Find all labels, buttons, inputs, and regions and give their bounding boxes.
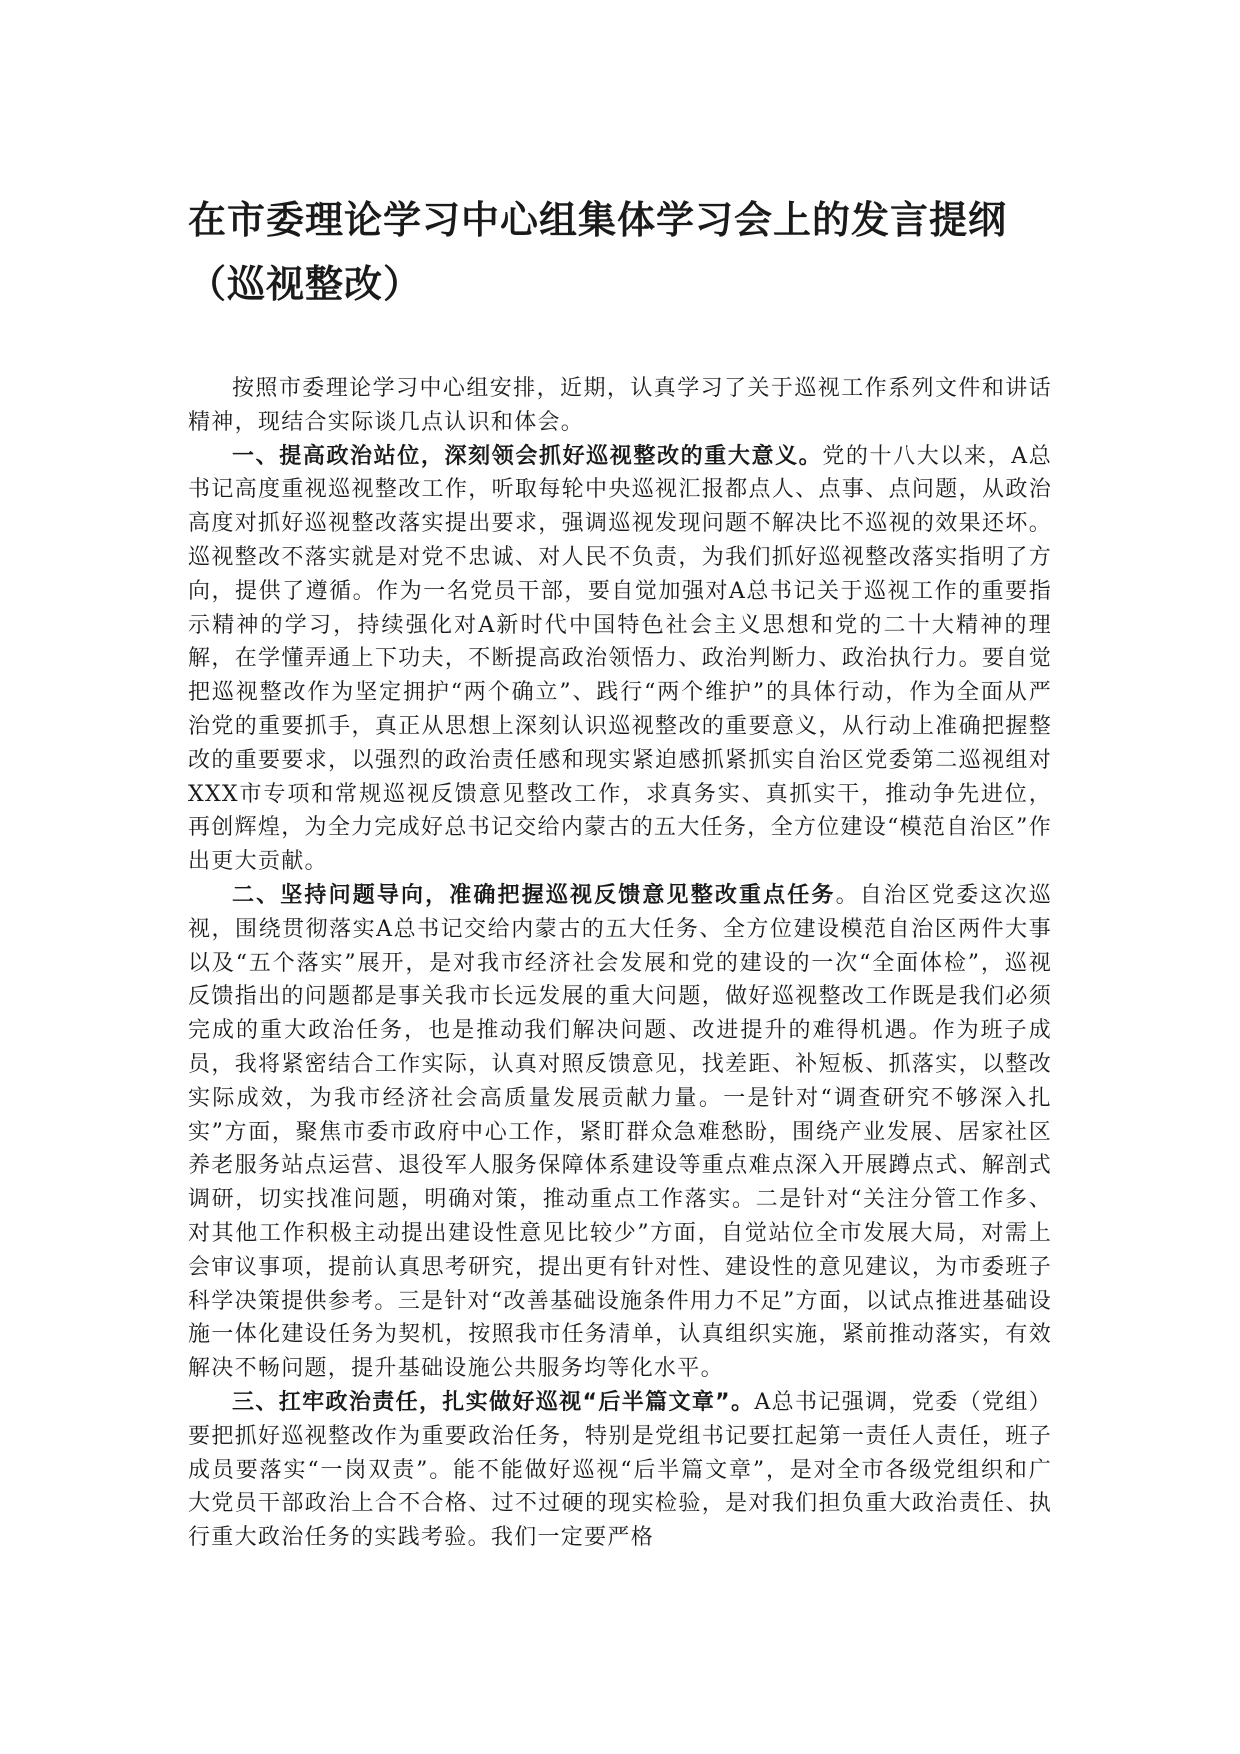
section-3-paragraph	[188, 1386, 1052, 1555]
document-title: 在市委理论学习中心组集体学习会上的发言提纲（巡视整改）	[188, 198, 1008, 306]
paragraph-text: 。自治区党委这次巡视，围绕贯彻落实A总书记交给内蒙古的五大任务、全方位建设模范自治区两件大事以及“五个落实”展开，是对我市经济社会发展和党的建设的一次“全面体检”，巡视反馈指出的问题都是事关我市长远发展的重大问题，做好巡视整改工作既是我们必须完成的重大政治任务，也是推动我们解决问题、改进提升的难得机遇。作为班子成员，我将紧密结合工作实际，认真对照反馈意见，找差距、补短板、抓落实，以整改实际成效，为我市经济社会高质量发展贡献力量。一是针对“调查研究不够深入扎实”方面，聚焦市委市政府中心工作，紧盯群众急难愁盼，围绕产业发展、居家社区养老服务站点运营、退役军人服务保障体系建设等重点难点深入开展蹲点式、解剖式调研，切实找准问题，明确对策，推动重点工作落实。二是针对“关注分管工作多、对其他工作积极主动提出建设性意见比较少”方面，自觉站位全市发展大局，对需上会审议事项，提前认真思考研究，提出更有针对性、建设性的意见建议，为市委班子科学决策提供参考。三是针对“改善基础设施条件用力不足”方面，以试点推进基础设施一体化建设任务为契机，按照我市任务清单，认真组织实施，紧前推动落实，有效解决不畅问题，提升基础设施公共服务均等化水平。	[188, 882, 1052, 1382]
section-3-heading: 三、扛牢政治责任，扎实做好巡视“后半篇文章”。	[232, 1389, 755, 1415]
paragraph-text: A总书记强调，党委（党组）要把抓好巡视整改作为重要政治任务，特别是党组书记要扛起第一责任人责任，班子成员要落实“一岗双责”。能不能做好巡视“后半篇文章”，是对全市各级党组织和广大党员干部政治上合不合格、过不过硬的现实检验，是对我们担负重大政治责任、执行重大政治任务的实践考验。我们一定要严格	[188, 1389, 1052, 1551]
section-1-heading: 一、提高政治站位，深刻领会抓好巡视整改的重大意义。	[232, 443, 823, 469]
section-1-paragraph	[188, 440, 1052, 879]
intro-paragraph	[188, 372, 1052, 440]
section-2-heading: 二、坚持问题导向，准确把握巡视反馈意见整改重点任务	[232, 882, 836, 908]
paragraph-text: 党的十八大以来，A总书记高度重视巡视整改工作，听取每轮中央巡视汇报都点人、点事、点问题，从政治高度对抓好巡视整改落实提出要求，强调巡视发现问题不解决比不巡视的效果还坏。巡视整改不落实就是对党不忠诚、对人民不负责，为我们抓好巡视整改落实指明了方向，提供了遵循。作为一名党员干部，要自觉加强对A总书记关于巡视工作的重要指示精神的学习，持续强化对A新时代中国特色社会主义思想和党的二十大精神的理解，在学懂弄通上下功夫，不断提高政治领悟力、政治判断力、政治执行力。要自觉把巡视整改作为坚定拥护“两个确立”、践行“两个维护”的具体行动，作为全面从严治党的重要抓手，真正从思想上深刻认识巡视整改的重要意义，从行动上准确把握整改的重要要求，以强烈的政治责任感和现实紧迫感抓紧抓实自治区党委第二巡视组对XXX市专项和常规巡视反馈意见整改工作，求真务实、真抓实干，推动争先进位，再创辉煌，为全力完成好总书记交给内蒙古的五大任务，全方位建设“模范自治区”作出更大贡献。	[188, 443, 1052, 875]
section-2-paragraph	[188, 879, 1052, 1386]
document-body	[188, 372, 1052, 1555]
paragraph-text: 按照市委理论学习中心组安排，近期，认真学习了关于巡视工作系列文件和讲话精神，现结合实际谈几点认识和体会。	[188, 376, 1052, 435]
